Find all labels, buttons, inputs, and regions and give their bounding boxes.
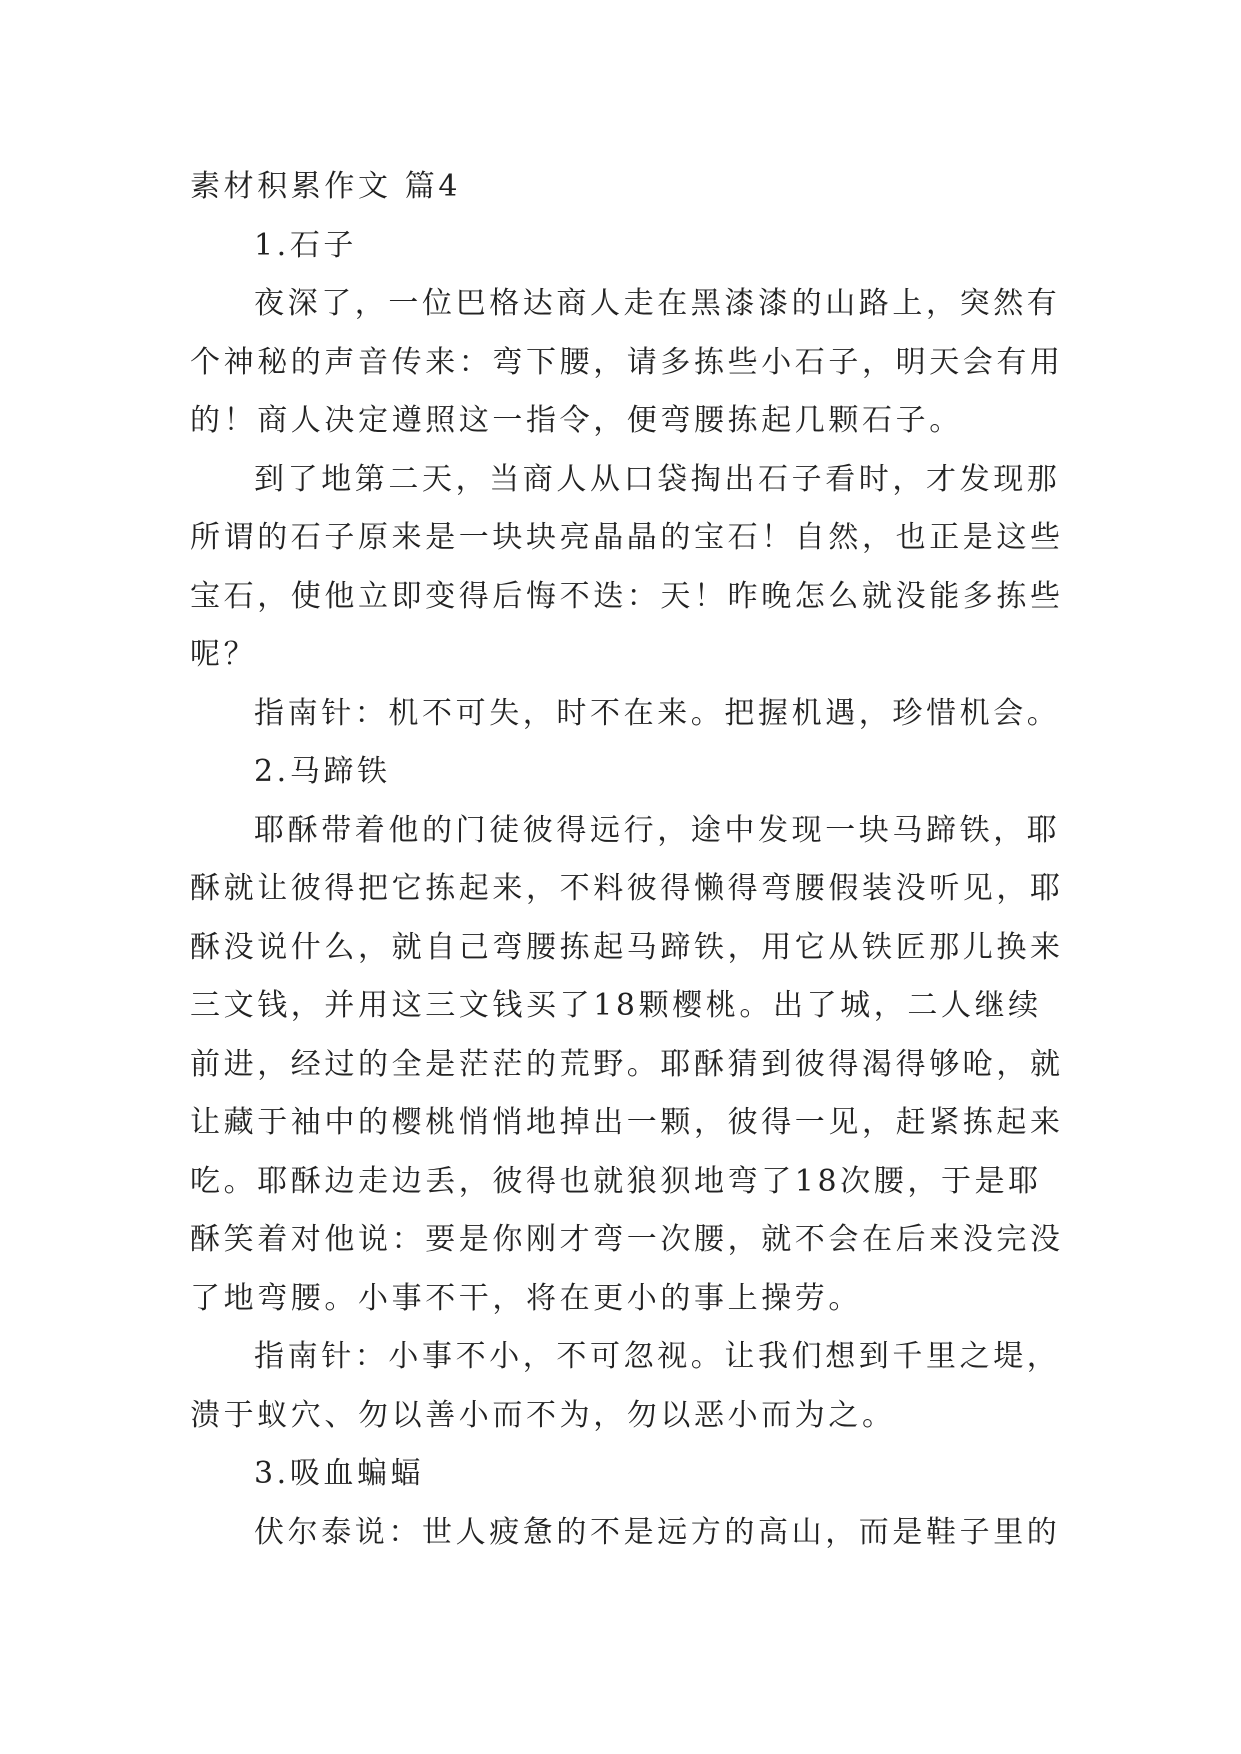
section-heading-vampire-bat: 3.吸血蝙蝠 bbox=[254, 1456, 425, 1491]
compass-note: 指南针：小事不小，不可忽视。让我们想到千里之堤，溃于蚁穴、勿以善小而不为，勿以恶小而为之。 bbox=[190, 1339, 1061, 1433]
paragraph: 耶酥带着他的门徒彼得远行，途中发现一块马蹄铁，耶酥就让彼得把它拣起来，不料彼得懒得弯腰假装没听见，耶酥没说什么，就自己弯腰拣起马蹄铁，用它从铁匠那儿换来三文钱，并用这三文钱买了18颗樱桃。出了城，二人继续前进，经过的全是茫茫的荒野。耶酥猜到彼得渴得够呛，就让藏于袖中的樱桃悄悄地掉出一颗，彼得一见，赶紧拣起来吃。耶酥边走边丢，彼得也就狼狈地弯了18次腰，于是耶酥笑着对他说：要是你刚才弯一次腰，就不会在后来没完没了地弯腰。小事不干，将在更小的事上操劳。 bbox=[190, 812, 1064, 1316]
compass-note: 指南针：机不可失，时不在来。把握机遇，珍惜机会。 bbox=[254, 695, 1061, 731]
paragraph: 到了地第二天，当商人从口袋掏出石子看时，才发现那所谓的石子原来是一块块亮晶晶的宝石！自然，也正是这些宝石，使他立即变得后悔不迭：天！昨晚怎么就没能多拣些呢？ bbox=[190, 461, 1064, 672]
paragraph: 夜深了，一位巴格达商人走在黑漆漆的山路上，突然有个神秘的声音传来：弯下腰，请多拣些小石子，明天会有用的！商人决定遵照这一指令，便弯腰拣起几颗石子。 bbox=[190, 286, 1064, 438]
document-title: 素材积累作文 篇4 bbox=[190, 169, 462, 204]
document-page bbox=[190, 158, 1070, 1562]
section-heading-stone: 1.石子 bbox=[254, 227, 358, 263]
section-heading-horseshoe: 2.马蹄铁 bbox=[254, 754, 391, 789]
paragraph: 伏尔泰说：世人疲惫的不是远方的高山，而是鞋子里的 bbox=[254, 1514, 1061, 1550]
